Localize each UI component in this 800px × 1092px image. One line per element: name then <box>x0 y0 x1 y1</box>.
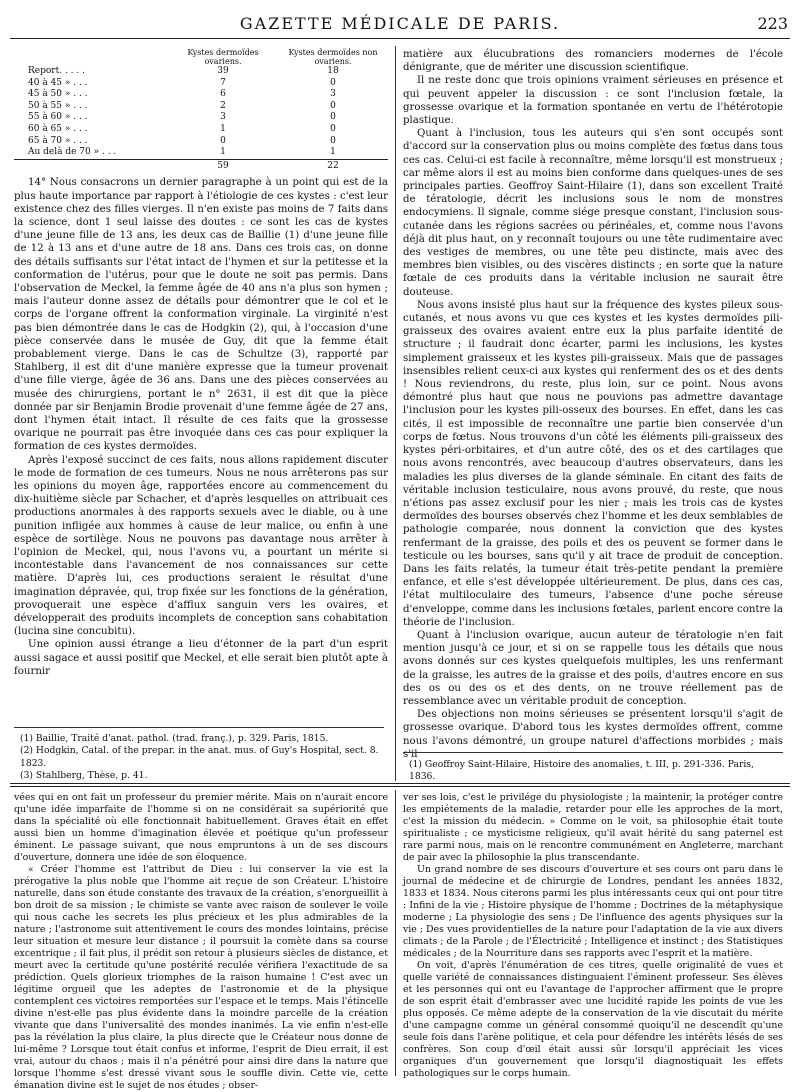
table-cell-non-ovarian: 0 <box>330 100 336 111</box>
paragraph: « Créer l'homme est l'attribut de Dieu : lui conserver la vie est la prérogative la plus noble que l'homme ait reçue de son Créateur. L'histoire naturelle, dans son étude constante des travaux de la création, s'enorgueillit à bon droit de sa mission ; le chimiste se vante avec raison de soulever le voile qui nous cache les secrets les plus précieux et les plus admirables de la nature ; l'astronome suit attentivement le cours des mondes lointains, précise leur situation et mesure leur distance ; il poursuit la comète dans sa course excentrique ; il fait plus, il prédit son retour à plusieurs siècles de distance, et meurt avec la certitude qu'une postérité reculée vérifiera l'exactitude de sa prédiction. Quels glorieux triomphes de la raison humaine ! C'est avec un légitime orgueil que les adeptes de l'astronomie et de la physique contemplent ces victoires remportées sur l'espace et le temps. Mais l'étincelle divine n'est-elle pas plus évidente dans la moindre parcelle de la création vivante que dans l'universalité des mondes inanimés. La vie enfin n'est-elle pas la révélation la plus claire, la plus directe que le Créateur nous donne de lui-même ? Lorsque tout était confus et informe, l'esprit de Dieu errait, il est vrai, autour du chaos ; mais il n'a pénétré pour ainsi dire dans la nature que lorsque l'homme s'est dressé vivant sous le souffle divin. Cette vie, cette émanation divine est le sujet de nos études ; obser- <box>14 864 388 1091</box>
lower-right-column <box>403 792 783 1079</box>
table-row-label: 40 à 45 » . . . <box>28 77 88 88</box>
table-row <box>14 136 388 148</box>
right-footnotes <box>409 759 783 784</box>
table-row-label: 60 à 65 » . . . <box>28 123 88 134</box>
table-cell-ovarian: 1 <box>220 123 226 134</box>
table-cell-ovarian: 39 <box>217 66 229 76</box>
paragraph: Quant à l'inclusion ovarique, aucun auteur de tératologie n'en fait mention jusqu'à ce jour, et si on se rappelle tous les détails que nous avons donnés sur ces kystes quelquefois multiples, les uns renfermant de la graisse, les autres de la graisse et des poils, d'autres encore en sus des os ou des os et des dents, on ne trouve réellement pas de ressemblance avec un véritable produit de conception. <box>403 629 783 707</box>
dermoid-cyst-age-table <box>14 48 388 172</box>
paragraph: On voit, d'après l'énumération de ces titres, quelle originalité de vues et quelle variété de connaissances distinguaient l'éminent professeur. Ses élèves et les personnes qui ont eu l'avantage de l'approcher affirment que le propre de son esprit était d'embrasser avec une lucidité rapide les points de vue les plus opposés. Ce même adepte de la conservation de la vie discutait du mérite d'une campagne comme un général consommé quoiqu'il ne descendît qu'une seule fois dans l'arène politique, et cela pour défendre les intérêts lésés de ses confrères. Son coup d'œil était aussi sûr lorsqu'il appréciait les vices organiques d'un gouvernement que lorsqu'il diagnostiquait les effets pathologiques sur le corps humain. <box>403 960 783 1079</box>
table-row <box>14 112 388 124</box>
table-cell-non-ovarian: 1 <box>330 147 336 158</box>
paragraph: matière aux élucubrations des romanciers modernes de l'école dénigrante, que de mériter une discussion scientifique. <box>403 49 783 74</box>
table-cell-non-ovarian: 18 <box>327 66 339 76</box>
column-divider <box>395 46 396 781</box>
paragraph: vées qui en ont fait un professeur du premier mérite. Mais on n'aurait encore qu'une idée imparfaite de l'homme si on ne considérait sa supériorité que dans la spécialité où elle fonctionnait habituellement. Graves était en effet aussi bien un homme d'imagination élevée et poétique qu'un professeur éminent. Le passage suivant, que nous empruntons à un de ses discours d'ouverture, donnera une idée de son éloquence. <box>14 792 388 863</box>
table-cell-non-ovarian: 0 <box>330 112 336 123</box>
footnote: (1) Baillie, Traité d'anat. pathol. (trad. franç.), p. 329. Paris, 1815. <box>20 733 329 744</box>
left-footnotes <box>20 733 386 783</box>
table-cell-non-ovarian: 0 <box>330 135 336 146</box>
table-row <box>14 124 388 136</box>
upper-left-column <box>14 48 388 688</box>
table-total-ovarian: 59 <box>168 159 278 172</box>
table-row <box>14 147 388 159</box>
paragraph: Après l'exposé succinct de ces faits, nous allons rapidement discuter le mode de formation de ces tumeurs. Nous ne nous arrêterons pas sur les opinions du moyen âge, rapportées encore au commencement du dix-huitième siècle par Schacher, et d'après lesquelles on attribuait ces productions anormales à des rapports sexuels avec le diable, ou à une punition infligée aux hommes à cause de leur malice, ou enfin à une espèce de sortilège. Nous ne pouvons pas davantage nous arrêter à l'opinion de Meckel, qui, nous l'avons vu, a pourtant un mérite si incontestable dans l'avancement de nos connaissances sur cette matière. D'après lui, ces productions seraient le résultat d'une imagination dépravée, qui, trop fixée sur les fonctions de la génération, provoquerait une espèce d'afflux sanguin vers les ovaires, et développerait des produits incomplets de conception sans cohabitation (lucina sine concubitu). <box>14 454 388 638</box>
table-row-label: 45 à 50 » . . . <box>28 89 88 100</box>
paragraph: 14° Nous consacrons un dernier paragraphe à un point qui est de la plus haute importance par rapport à l'étiologie de ces kystes : c'est leur existence chez des filles vierges. Il n'en existe pas moins de 7 faits dans la science, dont 1 seul laisse des doutes : ce sont les cas de kystes d'une jeune fille de 13 ans, les deux cas de Baillie (1) d'une jeune fille de 12 à 13 ans et d'une autre de 18 ans. Dans ces trois cas, on donne des détails suffisants sur l'état intact de l'hymen et sur la petitesse et la conformation de l'utérus, pour que le doute ne soit pas permis. Dans l'observation de Meckel, la femme âgée de 40 ans n'a plus son hymen ; mais l'auteur donne assez de détails pour démontrer que le col et le corps de l'organe offrent la conformation virginale. La virginité n'est pas bien démontrée dans le cas de Hodgkin (2), qui, à l'occasion d'une pièce conservée dans le musée de Guy, dit que la femme était probablement vierge. Dans le cas de Schultze (3), rapporté par Stahlberg, il est dit d'une manière expresse que la tumeur provenait d'une fille vierge, âgée de 36 ans. Dans une des pièces conservées au musée des chirurgiens, portant le n° 2631, il est dit que la pièce donnée par sir Benjamin Brodie provenait d'une femme âgée de 27 ans, dont l'hymen était intact. Il résulte de ces faits que la grossesse ovarique ne pourrait pas être invoquée dans ces cas pour expliquer la formation de ces kystes dermoïdes. <box>14 177 388 453</box>
table-row-label: 65 à 70 » . . . <box>28 135 88 146</box>
section-rule <box>10 786 790 787</box>
table-row-label: 50 à 55 » . . . <box>28 100 88 111</box>
footnote-rule <box>403 752 783 753</box>
paragraph: Nous avons insisté plus haut sur la fréquence des kystes pileux sous-cutanés, et nous avons vu que ces kystes et les kystes dermoïdes pili-graisseux des ovaires avaient entre eux la plus parfaite identité de structure ; il faudrait donc écarter, parmi les inclusions, les kystes simplement graisseux et les kystes pili-graisseux. Mais que de passages insensibles relient ceux-ci aux kystes qui renferment des os et des dents ! Nous reviendrons, du reste, plus loin, sur ce point. Nous avons démontré plus haut que nous ne pouvions pas admettre davantage l'inclusion pour les kystes pili-osseux des bourses. En effet, dans les cas cités, il est impossible de reconnaître une partie bien conservée d'un corps de fœtus. Nous trouvons d'un côté les éléments pili-graisseux des kystes péri-orbitaires, et d'un autre côté, des os et des cartilages que nous avons rencontrés, avec beaucoup d'autres observateurs, dans les maladies les plus diverses de la glande séminale. En citant des faits de véritable inclusion testiculaire, nous avons prouvé, du reste, que nous n'étions pas assez exclusif pour les nier ; mais les trois cas de kystes dermoïdes des bourses observés chez l'homme et les deux semblables de pathologie comparée, nous donnent la conviction que des kystes renfermant de la graisse, des poils et des os peuvent se former dans le testicule ou les bourses, sans qu'il y ait trace de produit de conception. Dans les faits relatés, la tumeur était très-petite pendant la première enfance, et elle s'est développée ultérieurement. De plus, dans ces cas, l'état multiloculaire des tumeurs, l'absence d'une poche séreuse d'enveloppe, comme dans les inclusions fœtales, parlent encore contre la théorie de l'inclusion. <box>403 299 783 628</box>
table-row-label: Report. . . . . <box>28 66 85 76</box>
table-row-label: 55 à 60 » . . . <box>28 112 88 123</box>
lower-left-column <box>14 792 388 1091</box>
page-number: 223 <box>757 14 788 33</box>
header-rule <box>10 38 790 39</box>
paragraph: Une opinion aussi étrange a lieu d'étonner de la part d'un esprit aussi sagace et aussi positif que Meckel, et elle serait bien plutôt apte à fournir <box>14 639 388 677</box>
table-row <box>14 66 388 78</box>
paragraph: Un grand nombre de ses discours d'ouverture et ses cours ont paru dans le journal de médecine et de chirurgie de Londres, pendant les années 1832, 1833 et 1834. Nous citerons parmi les plus intéressants ceux qui ont pour titre : Infini de la vie ; Histoire physique de l'homme ; Doctrines de la métaphysique moderne ; La physiologie des sens ; De l'influence des agents physiques sur la vie ; Des vues providentielles de la nature pour l'adaptation de la vie aux divers climats ; de la Parole ; de l'Électricité ; Intelligence et instinct ; des Statistiques médicales ; de la Nourriture dans ses rapports avec l'esprit et la matière. <box>403 864 783 959</box>
footnote: (3) Stahlberg, Thèse, p. 41. <box>20 770 148 782</box>
table-cell-non-ovarian: 0 <box>330 123 336 134</box>
table-cell-ovarian: 0 <box>220 135 226 146</box>
table-cell-ovarian: 1 <box>220 147 226 158</box>
table-header-ovarian: Kystes dermoïdes ovariens. <box>187 48 259 66</box>
paragraph: ver ses lois, c'est le privilége du physiologiste ; la maintenir, la protéger contre les empiétements de la maladie, retarder pour elle les approches de la mort, c'est la mission du médecin. » Comme on le voit, sa philosophie était toute spiritualiste ; ce mysticisme religieux, qu'il avait hérité du sang paternel est rare parmi nous, mais on le rencontre communément en Angleterre, marchant de pair avec la philosophie la plus transcendante. <box>403 792 783 863</box>
table-cell-non-ovarian: 3 <box>330 89 336 100</box>
footnote: (2) Hodgkin, Catal. of the prepar. in the anat. mus. of Guy's Hospital, sect. 8. 1823. <box>20 745 379 769</box>
table-cell-ovarian: 7 <box>220 77 226 88</box>
table-row <box>14 89 388 101</box>
table-row <box>14 78 388 90</box>
table-cell-ovarian: 3 <box>220 112 226 123</box>
paragraph: Des objections non moins sérieuses se présentent lorsqu'il s'agit de grossesse ovarique. D'abord tous les kystes dermoïdes offrent, comme nous l'avons démontré, un groupe naturel d'affections morbides ; mais s'il <box>403 709 783 760</box>
paragraph: Quant à l'inclusion, tous les auteurs qui s'en sont occupés sont d'accord sur la conservation plus ou moins complète des fœtus dans tous ces cas. Celui-ci est facile à reconnaître, même lorsqu'il est monstrueux ; car même alors il est au moins bien conforme dans quelques-unes de ses principales parties. Geoffroy Saint-Hilaire (1), dans son excellent Traité de tératologie, décrit les inclusions sous le nom de monstres endocymiens. Il signale, comme siége presque constant, l'inclusion sous-cutanée dans les régions sacrées ou périnéales, et, comme nous l'avons déjà dit plus haut, on y reconnaît toujours ou une tête rudimentaire avec des vestiges de membres, ou une tête peu distincte, mais avec des membres bien visibles, ou des viscères distincts ; en sorte que la nature fœtale de ces produits dans la véritable inclusion ne saurait être douteuse. <box>403 128 783 298</box>
section-rule <box>10 783 790 784</box>
journal-title: GAZETTE MÉDICALE DE PARIS. <box>239 14 561 33</box>
paragraph: Il ne reste donc que trois opinions vraiment sérieuses en présence et qui peuvent appeler la discussion : ce sont l'inclusion fœtale, la grossesse ovarique et la formation spontanée en vertu de l'hétérotopie plastique. <box>403 75 783 127</box>
upper-right-column <box>403 48 783 760</box>
table-cell-ovarian: 2 <box>220 100 226 111</box>
table-header-non-ovarian: Kystes dermoïdes non ovariens. <box>288 48 378 66</box>
table-cell-ovarian: 6 <box>220 89 226 100</box>
table-total-non-ovarian: 22 <box>278 159 388 172</box>
column-divider <box>395 790 396 1076</box>
footnote: (1) Geoffroy Saint-Hilaire, Histoire des anomalies, t. III, p. 291-336. Paris, 1836. <box>409 759 754 783</box>
table-row <box>14 101 388 113</box>
table-cell-non-ovarian: 0 <box>330 77 336 88</box>
footnote-rule <box>14 727 384 728</box>
page-header <box>10 14 790 36</box>
table-row-label: Au delà de 70 » . . . <box>28 147 117 158</box>
